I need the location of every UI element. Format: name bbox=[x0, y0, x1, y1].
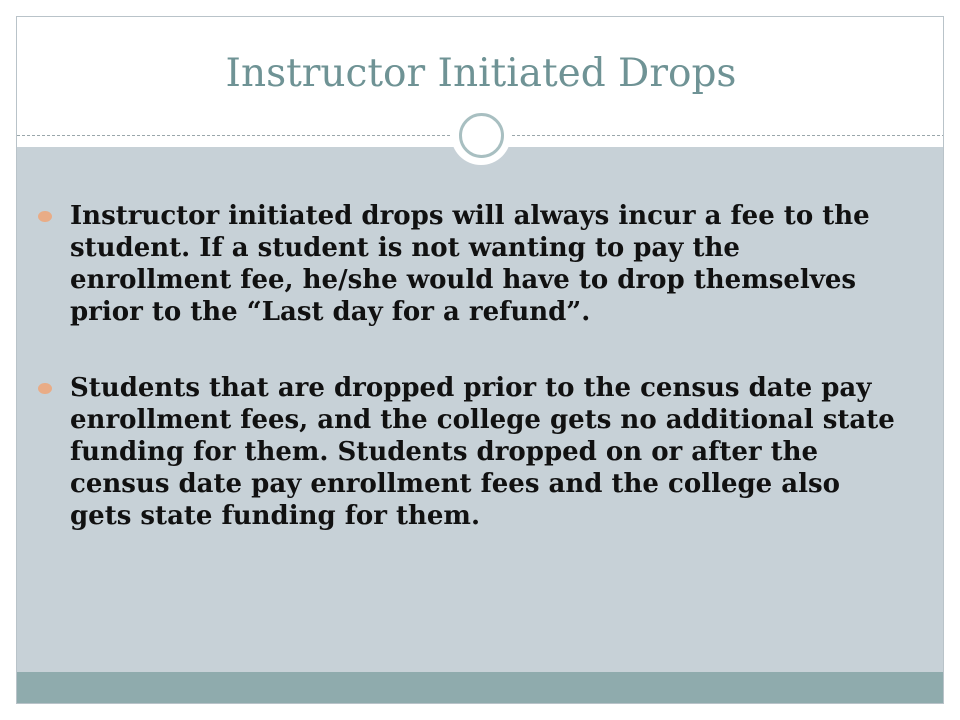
bullet-item bbox=[38, 372, 898, 532]
bullet-text: Instructor initiated drops will always incur a fee to the student. If a student is not wanting to pay the enrollment fee, he/she would have to drop themselves prior to the “Last day for a refund”. bbox=[70, 201, 870, 327]
bullet-item bbox=[38, 200, 898, 328]
footer-bar bbox=[17, 672, 944, 704]
bullet-list bbox=[38, 200, 898, 576]
bullet-text: Students that are dropped prior to the census date pay enrollment fees, and the college gets no additional state funding for them. Students dropped on or after the census date pay enrollment fees and the college also gets state funding for them. bbox=[70, 373, 895, 531]
circle-ring-icon bbox=[459, 113, 504, 158]
oval-bullet-icon bbox=[38, 383, 52, 394]
slide-title: Instructor Initiated Drops bbox=[225, 51, 737, 96]
oval-bullet-icon bbox=[38, 211, 52, 222]
